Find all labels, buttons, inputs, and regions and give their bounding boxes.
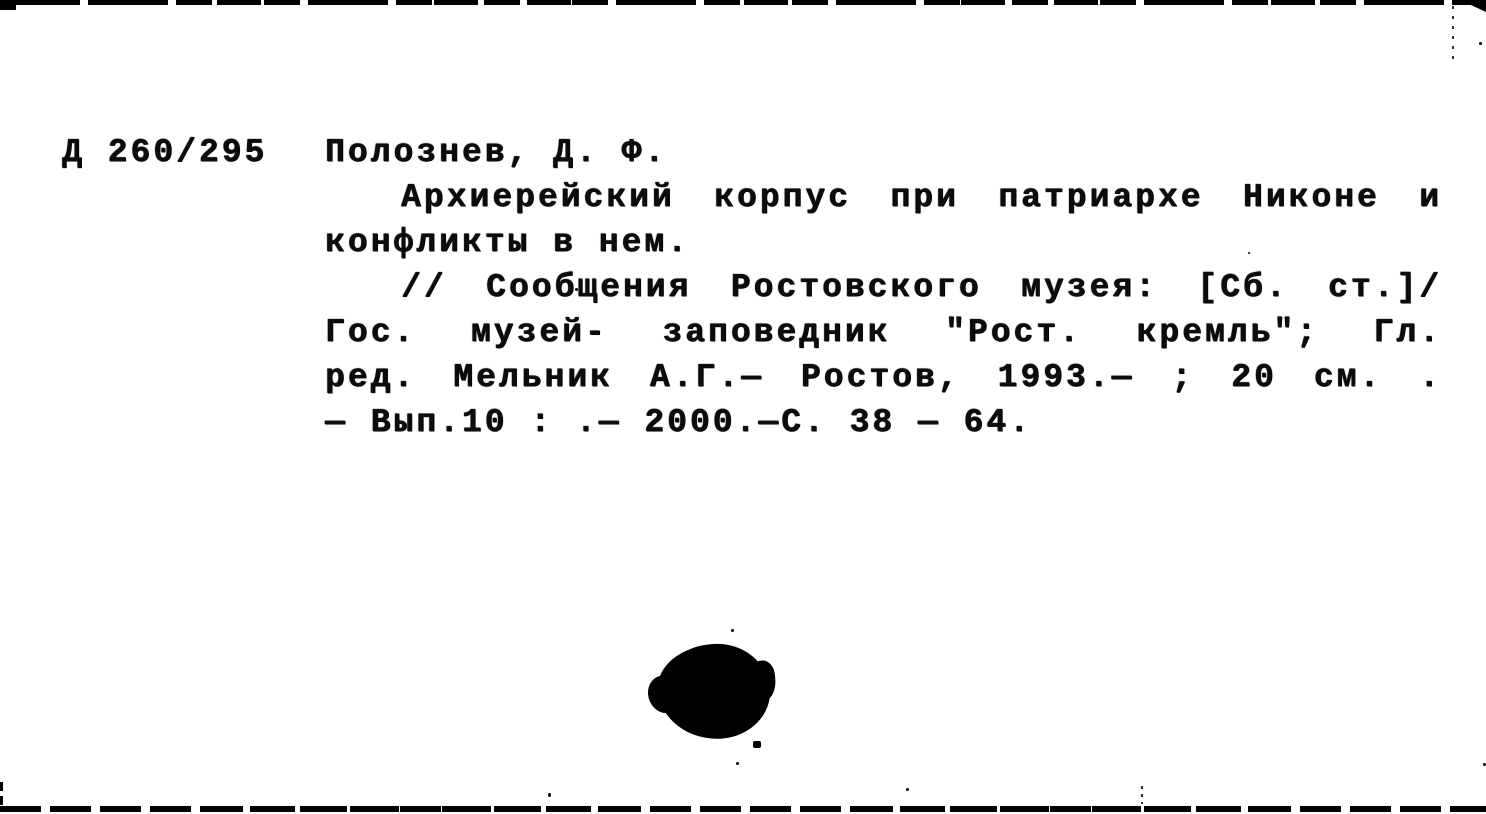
speck [1479, 42, 1482, 45]
speck [731, 629, 734, 632]
ink-blot [655, 640, 773, 743]
imprint-line: ред. Мельник А.Г.— Ростов, 1993.— ; 20 см. . [325, 359, 1442, 396]
scan-dotted-line [1452, 6, 1454, 64]
source-line-2: Гос. музей- заповедник "Рост. кремль"; Гл. [325, 314, 1442, 351]
ink-blot-droplet [753, 741, 761, 748]
issue-pages-line: — Вып.10 : .— 2000.—С. 38 — 64. [325, 404, 1032, 441]
scan-edge-bottom-line [0, 806, 1486, 812]
scan-corner-mark-top-right [1464, 0, 1486, 12]
scan-corner-mark-top-left [0, 0, 16, 10]
bibliographic-entry [325, 130, 1442, 445]
speck [548, 793, 551, 797]
speck [736, 762, 739, 765]
source-line-1: // Сообщения Ростовского музея: [Сб. ст.]/ [401, 269, 1442, 306]
scan-edge-top-line [0, 0, 1486, 5]
speck [906, 788, 909, 791]
scan-dotted-line [1141, 786, 1143, 804]
scan-edge-tick [0, 796, 3, 805]
call-number: Д 260/295 [62, 134, 268, 171]
title-line-2: конфликты в нем. [325, 224, 690, 261]
author-line: Полознев, Д. Ф. [325, 134, 668, 171]
title-line-1: Архиерейский корпус при патриархе Никоне и [401, 179, 1442, 216]
scan-edge-tick [0, 782, 3, 791]
